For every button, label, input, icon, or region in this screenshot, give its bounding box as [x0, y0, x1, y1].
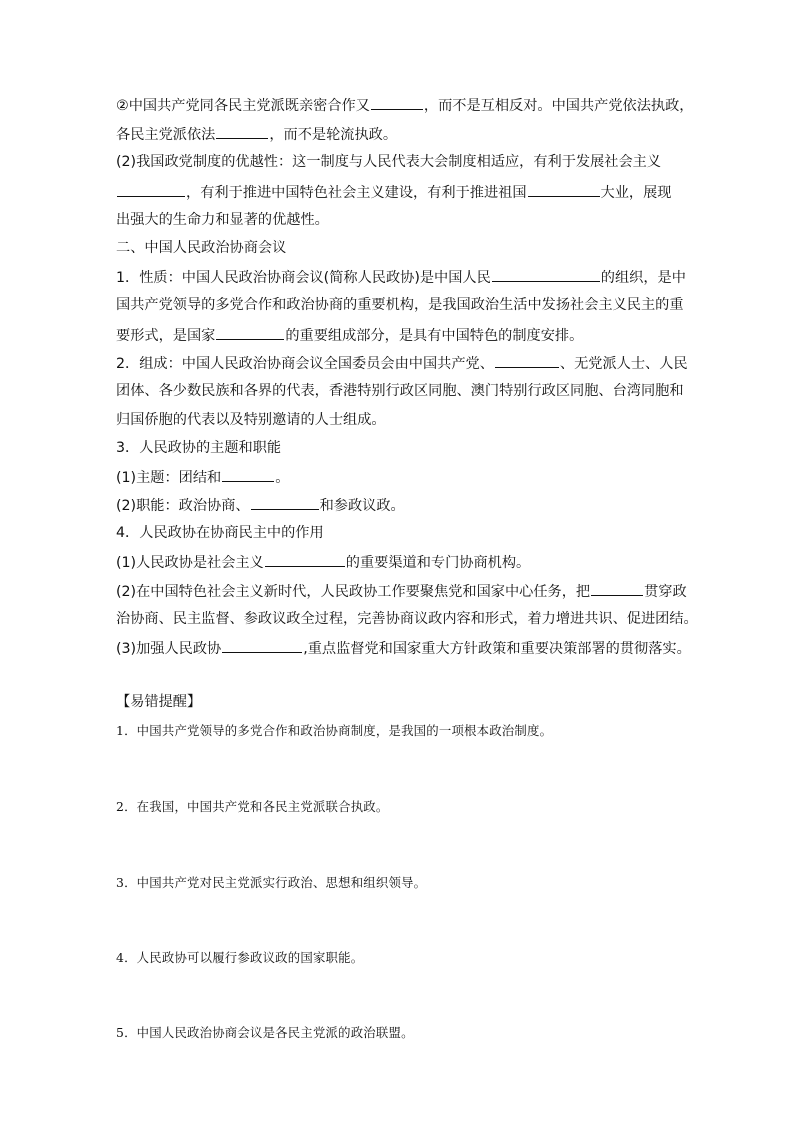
tip-item: 2．在我国，中国共产党和各民主党派联合执政。	[116, 799, 389, 814]
text-line: 4．人民政协在协商民主中的作用	[116, 525, 324, 541]
text-segment: 2．组成：中国人民政治协商会议全国委员会由中国共产党、	[116, 356, 494, 372]
text-segment: 要形式，是国家	[116, 328, 216, 344]
text-line: 归国侨胞的代表以及特别邀请的人士组成。	[116, 412, 386, 428]
fill-blank[interactable]	[495, 352, 559, 368]
fill-blank[interactable]	[222, 466, 274, 482]
tip-item: 3．中国共产党对民主党派实行政治、思想和组织领导。	[116, 875, 427, 890]
fill-blank[interactable]	[216, 324, 284, 340]
text-segment: 的重要组成部分，是具有中国特色的制度安排。	[285, 328, 584, 344]
fill-blank[interactable]	[222, 637, 302, 653]
text-line: 国共产党领导的多党合作和政治协商的重要机构，是我国政治生活中发扬社会主义民主的重	[116, 297, 684, 313]
fill-blank[interactable]	[265, 551, 345, 567]
fill-blank[interactable]	[117, 181, 185, 197]
fill-blank[interactable]	[251, 494, 319, 510]
text-line	[116, 352, 688, 374]
text-segment: ，有利于推进中国特色社会主义建设，有利于推进祖国	[186, 185, 527, 201]
text-segment: 、无党派人士、人民	[559, 356, 688, 372]
text-line	[116, 637, 691, 659]
fill-blank[interactable]	[492, 266, 600, 282]
text-segment: (1)人民政协是社会主义	[116, 555, 264, 571]
text-segment: 大业，展现	[600, 185, 672, 201]
fill-blank[interactable]	[591, 580, 643, 596]
text-segment: ，而不是互相反对。中国共产党依法执政，	[423, 98, 694, 114]
text-line	[116, 266, 686, 288]
text-line: 治协商、民主监督、参政议政全过程，完善协商议政内容和形式，着力增进共识、促进团结。	[116, 611, 698, 627]
section-heading: 二、中国人民政治协商会议	[116, 240, 287, 256]
text-line	[116, 494, 405, 516]
text-segment: 1．性质：中国人民政治协商会议(简称人民政协)是中国人民	[116, 270, 491, 286]
text-line: 团体、各少数民族和各界的代表，香港特别行政区同胞、澳门特别行政区同胞、台湾同胞和	[116, 383, 684, 399]
text-segment: ，而不是轮流执政。	[269, 127, 398, 143]
text-segment: 和参政议政。	[319, 498, 405, 514]
text-line	[116, 181, 671, 203]
text-segment: (2)职能：政治协商、	[116, 498, 250, 514]
text-line	[116, 123, 397, 145]
text-segment: (3)加强人民政协	[116, 641, 222, 657]
text-line	[116, 94, 694, 116]
text-line: (2)我国政党制度的优越性：这一制度与人民代表大会制度相适应，有利于发展社会主义	[116, 154, 662, 170]
fill-blank[interactable]	[371, 94, 423, 110]
tip-item: 5．中国人民政治协商会议是各民主党派的政治联盟。	[116, 1025, 414, 1040]
text-segment: 各民主党派依法	[116, 127, 216, 143]
text-segment: ,重点监督党和国家重大方针政策和重要决策部署的贯彻落实。	[303, 641, 691, 657]
text-line	[116, 324, 583, 346]
text-line	[116, 466, 289, 488]
text-line: 3．人民政协的主题和职能	[116, 440, 282, 456]
text-segment: 的重要渠道和专门协商机构。	[345, 555, 531, 571]
text-segment: (1)主题：团结和	[116, 470, 222, 486]
text-segment: ②中国共产党同各民主党派既亲密合作又	[116, 98, 370, 114]
text-segment: (2)在中国特色社会主义新时代，人民政协工作要聚焦党和国家中心任务，把	[116, 584, 591, 600]
text-line	[116, 580, 687, 602]
tip-item: 4．人民政协可以履行参政议政的国家职能。	[116, 950, 364, 965]
fill-blank[interactable]	[216, 123, 268, 139]
text-line: 出强大的生命力和显著的优越性。	[116, 212, 329, 228]
text-line	[116, 551, 530, 573]
tip-item: 1．中国共产党领导的多党合作和政治协商制度，是我国的一项根本政治制度。	[116, 723, 553, 738]
tips-title: 【易错提醒】	[116, 694, 202, 710]
text-segment: 。	[275, 470, 290, 486]
text-segment: 贯穿政	[644, 584, 687, 600]
text-segment: 的组织，是中	[600, 270, 686, 286]
fill-blank[interactable]	[528, 181, 600, 197]
